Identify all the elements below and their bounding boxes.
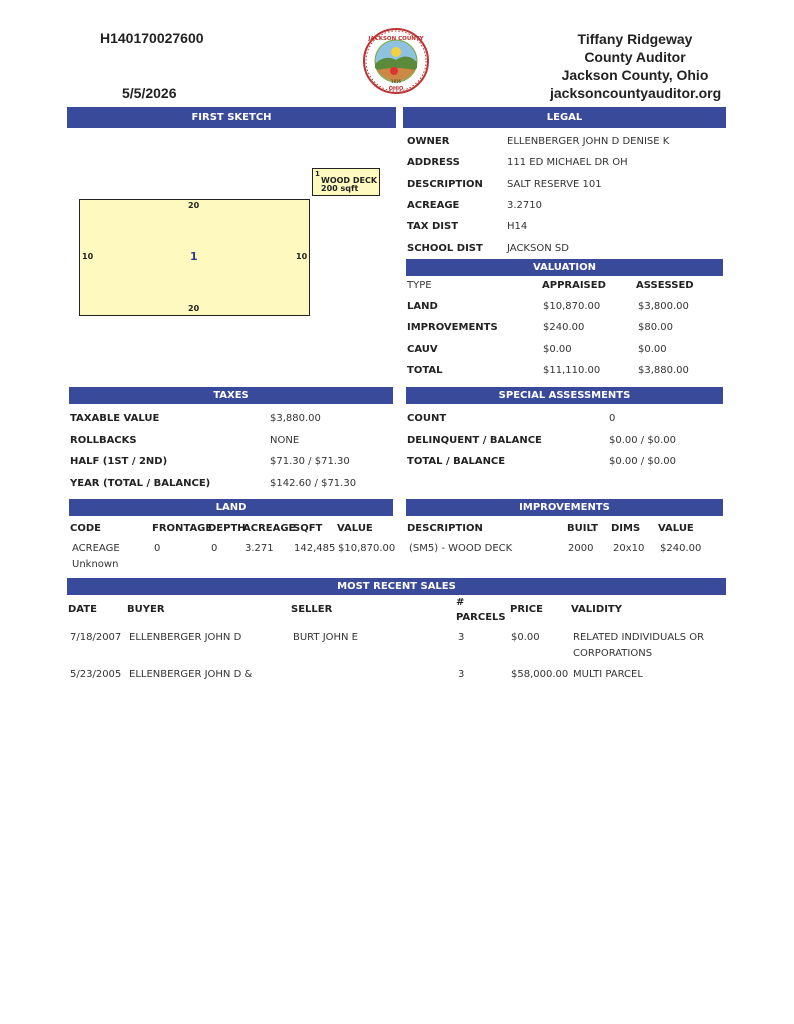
deck-size: 200 sqft <box>321 184 359 193</box>
svg-text:JACKSON COUNTY: JACKSON COUNTY <box>368 36 424 42</box>
legal-label: SCHOOL DIST <box>407 242 483 254</box>
impr-built: 2000 <box>568 543 594 554</box>
land-value: $10,870.00 <box>338 543 396 554</box>
sale-price: $0.00 <box>511 632 540 643</box>
special-value: 0 <box>609 413 616 424</box>
sale-validity: RELATED INDIVIDUALS OR <box>573 632 705 643</box>
land-sqft: 142,485 <box>294 543 336 554</box>
valuation-type: IMPROVEMENTS <box>407 322 498 334</box>
sales-price-header: PRICE <box>510 604 543 615</box>
valuation-appraised-header: APPRAISED <box>542 280 606 291</box>
valuation-assessed: $80.00 <box>638 322 673 334</box>
taxes-header: TAXES <box>69 387 393 404</box>
valuation-type: CAUV <box>407 343 438 355</box>
sales-date-header: DATE <box>68 604 97 615</box>
tax-value: $3,880.00 <box>270 413 321 424</box>
legal-label: ACREAGE <box>407 199 460 211</box>
sales-buyer-header: BUYER <box>127 604 165 615</box>
sale-buyer: ELLENBERGER JOHN D <box>129 632 242 643</box>
special-value: $0.00 / $0.00 <box>609 434 676 446</box>
land-code-header: CODE <box>70 523 101 534</box>
special-label: TOTAL / BALANCE <box>407 456 506 467</box>
improvements-header: IMPROVEMENTS <box>406 499 723 516</box>
sale-parcels: 3 <box>458 669 465 680</box>
land-frontage: 0 <box>154 543 161 554</box>
special-label: DELINQUENT / BALANCE <box>407 434 542 446</box>
valuation-assessed: $0.00 <box>638 343 667 355</box>
sale-validity: MULTI PARCEL <box>573 669 643 680</box>
svg-text:OHIO: OHIO <box>388 86 404 92</box>
tax-label: ROLLBACKS <box>70 434 137 446</box>
impr-value: $240.00 <box>660 543 702 554</box>
tax-value: $142.60 / $71.30 <box>270 477 357 489</box>
legal-value: SALT RESERVE 101 <box>507 178 602 190</box>
impr-value-header: VALUE <box>658 523 694 534</box>
auditor-website-link[interactable]: jacksoncountyauditor.org <box>550 85 722 101</box>
tax-value: $71.30 / $71.30 <box>270 456 350 467</box>
land-value-header: VALUE <box>337 523 373 534</box>
auditor-block <box>550 30 720 102</box>
land-depth-header: DEPTH <box>208 523 246 534</box>
tax-label: HALF (1ST / 2ND) <box>70 456 168 467</box>
deck-number: 1 <box>315 170 320 178</box>
valuation-appraised: $240.00 <box>543 322 585 334</box>
valuation-appraised: $11,110.00 <box>543 364 601 376</box>
legal-label: OWNER <box>407 136 450 147</box>
auditor-name: Tiffany Ridgeway <box>577 31 693 47</box>
valuation-appraised: $0.00 <box>543 343 572 355</box>
land-code-2: Unknown <box>72 559 119 570</box>
first-sketch-header: FIRST SKETCH <box>67 107 396 128</box>
legal-label: TAX DIST <box>407 221 459 233</box>
valuation-appraised: $10,870.00 <box>543 301 601 312</box>
sales-parcels-header-1: # <box>456 597 465 608</box>
impr-dims-header: DIMS <box>611 523 641 534</box>
auditor-title: County Auditor <box>584 49 686 65</box>
sale-date: 5/23/2005 <box>70 669 122 680</box>
sketch-bottom-dim: 20 <box>188 304 200 313</box>
special-value: $0.00 / $0.00 <box>609 456 676 467</box>
sale-parcels: 3 <box>458 632 465 643</box>
legal-value: JACKSON SD <box>507 242 569 254</box>
land-code: ACREAGE <box>72 543 120 554</box>
tax-value: NONE <box>270 434 300 446</box>
land-depth: 0 <box>211 543 218 554</box>
sales-validity-header: VALIDITY <box>571 604 622 615</box>
sales-header: MOST RECENT SALES <box>67 578 726 595</box>
county-name: Jackson County, Ohio <box>561 67 709 83</box>
legal-value: ELLENBERGER JOHN D DENISE K <box>507 136 670 147</box>
tax-label: YEAR (TOTAL / BALANCE) <box>70 477 211 489</box>
sale-seller: BURT JOHN E <box>293 632 359 643</box>
svg-text:1816: 1816 <box>390 79 402 84</box>
valuation-header: VALUATION <box>406 259 723 276</box>
tax-label: TAXABLE VALUE <box>70 413 160 424</box>
legal-header: LEGAL <box>403 107 726 128</box>
valuation-type-header: TYPE <box>407 280 432 291</box>
special-label: COUNT <box>407 413 447 424</box>
sale-date: 7/18/2007 <box>70 632 122 643</box>
sales-parcels-header-2: PARCELS <box>456 612 506 623</box>
impr-built-header: BUILT <box>567 523 599 534</box>
county-seal-logo <box>363 28 429 94</box>
legal-label: ADDRESS <box>407 157 460 169</box>
land-frontage-header: FRONTAGE <box>152 523 213 534</box>
sale-buyer: ELLENBERGER JOHN D & <box>129 669 253 680</box>
sale-validity-2: CORPORATIONS <box>573 648 653 659</box>
impr-dims: 20x10 <box>613 543 645 554</box>
sketch-right-dim: 10 <box>296 252 308 261</box>
valuation-assessed-header: ASSESSED <box>636 280 694 291</box>
land-sqft-header: SQFT <box>293 523 323 534</box>
sketch-top-dim: 20 <box>188 201 200 210</box>
legal-value: 111 ED MICHAEL DR OH <box>507 157 628 169</box>
legal-value: 3.2710 <box>507 199 542 211</box>
valuation-type: LAND <box>407 301 438 312</box>
valuation-type: TOTAL <box>407 364 443 376</box>
impr-description-header: DESCRIPTION <box>407 523 483 534</box>
report-date: 5/5/2026 <box>122 85 177 101</box>
valuation-assessed: $3,880.00 <box>638 364 689 376</box>
impr-description: (SM5) - WOOD DECK <box>409 543 513 554</box>
deck-name: WOOD DECK <box>321 176 378 185</box>
sale-price: $58,000.00 <box>511 669 569 680</box>
legal-label: DESCRIPTION <box>407 178 483 190</box>
wood-deck-sketch <box>312 168 380 196</box>
main-structure-sketch <box>79 199 310 316</box>
sales-seller-header: SELLER <box>291 604 333 615</box>
legal-value: H14 <box>507 221 528 233</box>
sketch-main-label: 1 <box>190 250 198 263</box>
parcel-id: H140170027600 <box>100 30 204 46</box>
land-acreage: 3.271 <box>245 543 274 554</box>
land-header: LAND <box>69 499 393 516</box>
sketch-left-dim: 10 <box>82 252 94 261</box>
land-acreage-header: ACREAGE <box>243 523 296 534</box>
special-assessments-header: SPECIAL ASSESSMENTS <box>406 387 723 404</box>
valuation-assessed: $3,800.00 <box>638 301 689 312</box>
